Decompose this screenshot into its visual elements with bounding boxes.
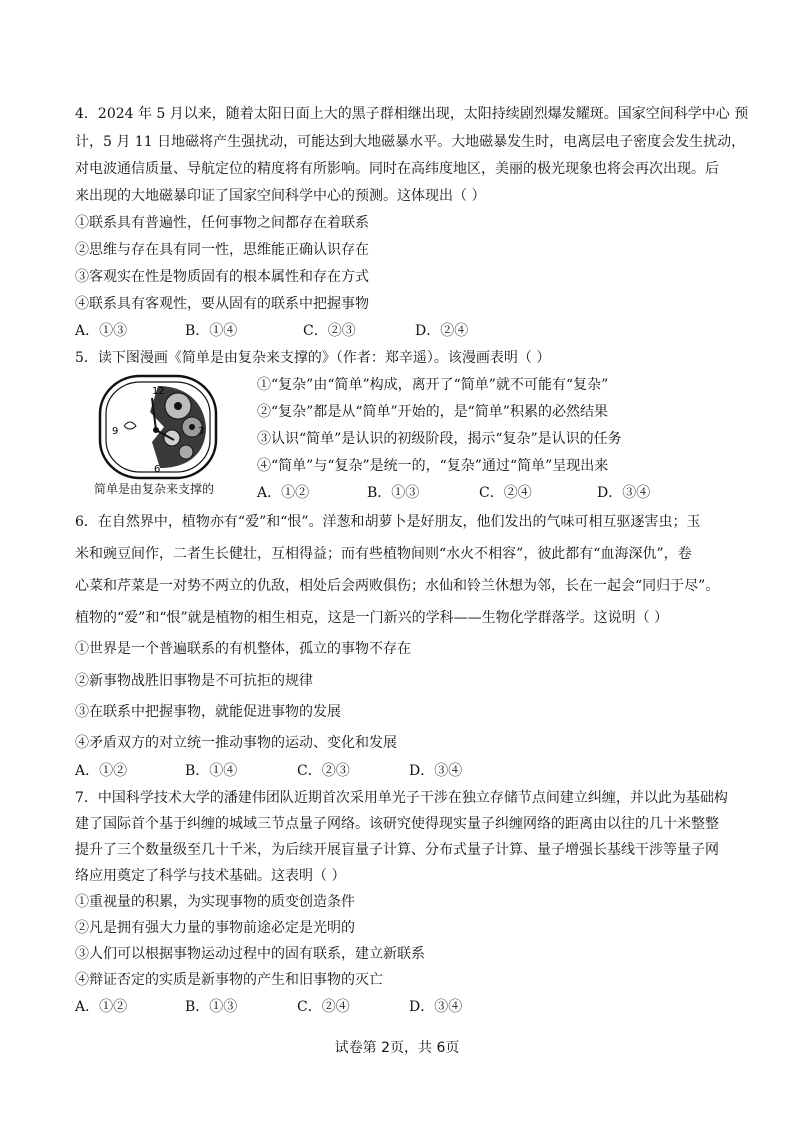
q7-option-d: D．③④ (409, 999, 463, 1015)
q6-option-b: B．①④ (185, 763, 238, 779)
cartoon-caption: 简单是由复杂来支撑的 (94, 482, 215, 496)
q5-option-c: C．②④ (479, 485, 532, 501)
clock-number-3: 3 (198, 426, 205, 437)
q5-item-1: ①“复杂”由“简单”构成，离开了“简单”就不可能有“复杂” (257, 377, 609, 393)
q4-stem-line-2: 计，5 月 11 日地磁将产生强扰动，可能达到大地磁暴水平。大地磁暴发生时，电离层电子密度会发生扰动， (75, 134, 746, 150)
clock-number-9: 9 (112, 426, 119, 437)
q5-option-b: B．①③ (367, 485, 420, 501)
q4-stem-line-1: 4．2024 年 5 月以来，随着太阳日面上大的黑子群相继出现，太阳持续剧烈爆发耀斑。国家空间科学中心 预 (75, 106, 749, 122)
q4-option-c: C．②③ (303, 323, 356, 339)
clock-number-6: 6 (154, 464, 161, 475)
q6-item-2: ②新事物战胜旧事物是不可抗拒的规律 (75, 673, 313, 689)
cartoon-clock-illustration (94, 372, 224, 482)
q4-options (75, 322, 468, 340)
q6-stem-line-2: 米和豌豆间作，二者生长健壮，互相得益；而有些植物间则“水火不相容”，彼此都有“血海深仇”，卷 (75, 546, 692, 562)
q7-stem-line-3: 提升了三个数量级至几十千米，为后续开展盲量子计算、分布式量子计算、量子增强长基线干涉等量子网 (75, 842, 719, 858)
q5-item-2: ②“复杂”都是从“简单”开始的，是“简单”积累的必然结果 (257, 404, 608, 420)
q7-stem-line-4: 络应用奠定了科学与技术基础。这表明（ ） (75, 868, 346, 884)
q5-item-4: ④“简单”与“复杂”是统一的，“复杂”通过“简单”呈现出来 (257, 458, 609, 474)
q4-option-d: D．②④ (415, 323, 469, 339)
gear-tiny (179, 445, 193, 459)
q7-stem-line-2: 建了国际首个基于纠缠的城域三节点量子网络。该研究使得现实量子纠缠网络的距离由以往的几十米整整 (75, 816, 719, 832)
q4-item-3: ③客观实在性是物质固有的根本属性和存在方式 (75, 269, 369, 285)
q4-option-a: A．①③ (75, 323, 128, 339)
q5-options (257, 484, 650, 502)
q5-option-a: A．①② (257, 485, 310, 501)
page-footer: 试卷第 2页，共 6页 (334, 1040, 460, 1056)
q6-option-d: D．③④ (409, 763, 463, 779)
q4-option-b: B．①④ (185, 323, 238, 339)
q7-options (75, 998, 462, 1016)
q6-stem-line-3: 心菜和芹菜是一对势不两立的仇敌，相处后会两败俱伤；水仙和铃兰休想为邻，长在一起会“同归于尽”。 (75, 578, 720, 594)
q4-stem-line-3: 对电波通信质量、导航定位的精度将有所影响。同时在高纬度地区，美丽的极光现象也将会再次出现。后 (75, 161, 719, 177)
clock-number-12: 12 (152, 386, 165, 397)
q7-stem-line-1: 7．中国科学技术大学的潘建伟团队近期首次采用单光子干涉在独立存储节点间建立纠缠，并以此为基础构 (75, 790, 728, 806)
q6-item-1: ①世界是一个普遍联系的有机整体，孤立的事物不存在 (75, 641, 411, 657)
q7-option-a: A．①② (75, 999, 128, 1015)
q4-stem-line-4: 来出现的大地磁暴印证了国家空间科学中心的预测。这体现出（ ） (75, 188, 486, 204)
q6-item-4: ④矛盾双方的对立统一推动事物的运动、变化和发展 (75, 735, 397, 751)
q7-option-c: C．②④ (297, 999, 350, 1015)
q5-option-d: D．③④ (597, 485, 651, 501)
q6-options (75, 762, 462, 780)
q7-item-1: ①重视量的积累，为实现事物的质变创造条件 (75, 894, 355, 910)
q7-option-b: B．①③ (185, 999, 238, 1015)
q6-item-3: ③在联系中把握事物，就能促进事物的发展 (75, 704, 341, 720)
q6-stem-line-4: 植物的“爱”和“恨”就是植物的相生相克，这是一门新兴的学科——生物化学群落学。这说明（ ） (75, 610, 669, 626)
gear-large-hub (174, 402, 182, 410)
q5-item-3: ③认识“简单”是认识的初级阶段，揭示“复杂”是认识的任务 (257, 431, 622, 447)
gear-medium-hub (189, 424, 195, 430)
q4-item-4: ④联系具有客观性，要从固有的联系中把握事物 (75, 296, 369, 312)
q6-option-a: A．①② (75, 763, 128, 779)
q4-item-1: ①联系具有普遍性，任何事物之间都存在着联系 (75, 215, 369, 231)
q5-stem: 5．读下图漫画《简单是由复杂来支撑的》（作者：郑辛遥）。该漫画表明（ ） (75, 350, 551, 366)
q7-item-3: ③人们可以根据事物运动过程中的固有联系，建立新联系 (75, 946, 425, 962)
q6-stem-line-1: 6．在自然界中，植物亦有“爱”和“恨”。洋葱和胡萝卜是好朋友，他们发出的气味可相互驱逐害虫；玉 (75, 514, 701, 530)
q6-option-c: C．②③ (297, 763, 350, 779)
q7-item-2: ②凡是拥有强大力量的事物前途必定是光明的 (75, 920, 355, 936)
q4-item-2: ②思维与存在具有同一性，思维能正确认识存在 (75, 242, 369, 258)
q7-item-4: ④辩证否定的实质是新事物的产生和旧事物的灭亡 (75, 972, 383, 988)
